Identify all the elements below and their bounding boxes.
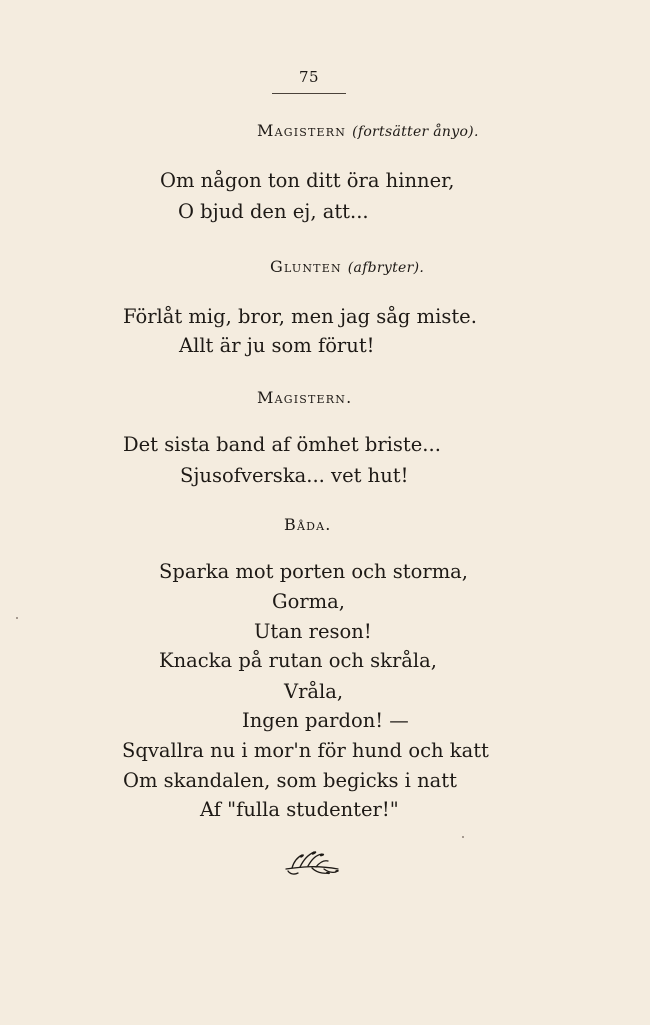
speaker-name: Magistern: [257, 121, 347, 140]
verse-line: Utan reson!: [254, 620, 372, 643]
verse-line: Sjusofverska... vet hut!: [180, 464, 409, 487]
stage-direction: (afbryter).: [347, 260, 425, 276]
verse-line: O bjud den ej, att...: [178, 200, 369, 223]
verse-line: Af "fulla studenter!": [200, 798, 399, 821]
header-rule: [272, 93, 346, 94]
verse-line: Ingen pardon! —: [242, 709, 409, 732]
speaker-heading: [257, 388, 352, 407]
speaker-heading: [257, 121, 479, 140]
verse-line: Om någon ton ditt öra hinner,: [160, 169, 455, 192]
stage-direction: (fortsätter ånyo).: [352, 124, 479, 140]
speaker-name: Magistern.: [257, 388, 353, 407]
paper-speck: [16, 617, 18, 619]
verse-line: Om skandalen, som begicks i natt: [123, 769, 457, 792]
speaker-name: Glunten: [270, 257, 342, 276]
page-number: 75: [298, 68, 320, 86]
speaker-heading: [284, 515, 332, 534]
paper-speck: [462, 836, 464, 838]
verse-line: Sparka mot porten och storma,: [159, 560, 469, 583]
verse-line: Knacka på rutan och skråla,: [159, 649, 437, 672]
speaker-heading: [270, 257, 424, 276]
leaf-sprig-icon: [282, 845, 342, 879]
verse-line: Sqvallra nu i mor'n för hund och katt: [122, 739, 489, 762]
verse-line: Vråla,: [284, 680, 344, 703]
speaker-name: Båda.: [284, 515, 332, 534]
verse-line: Förlåt mig, bror, men jag såg miste.: [123, 305, 477, 328]
verse-line: Allt är ju som förut!: [179, 334, 375, 357]
verse-line: Gorma,: [272, 590, 345, 613]
verse-line: Det sista band af ömhet briste...: [123, 433, 441, 456]
